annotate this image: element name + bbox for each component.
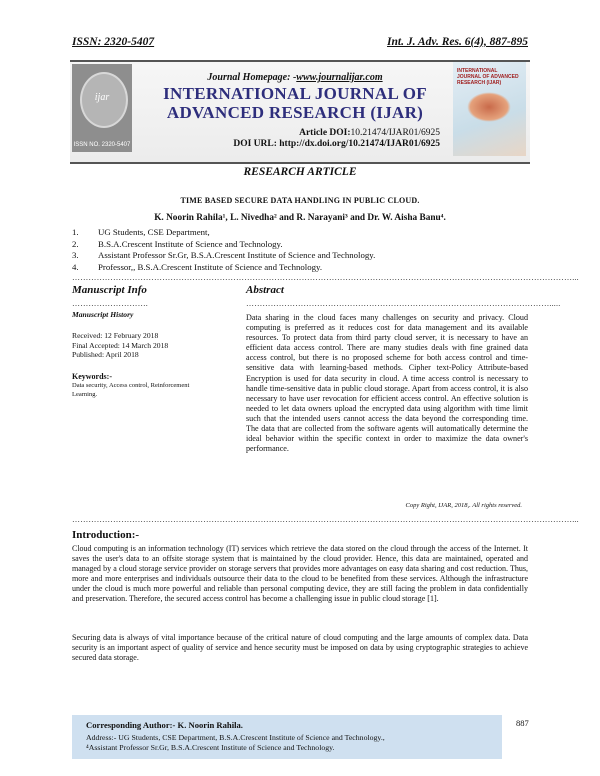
doi-url[interactable]: http://dx.doi.org/10.21474/IJAR01/6925 bbox=[279, 139, 440, 149]
divider: ………………………. bbox=[72, 299, 148, 308]
keywords-label: Keywords:- bbox=[72, 372, 112, 381]
citation-header: Int. J. Adv. Res. 6(4), 887-895 bbox=[387, 36, 528, 48]
introduction-paragraph-2: Securing data is always of vital importance because of the critical nature of cloud computing and the large amounts of complex data. Data security is an important aspect of quality of service and hence security must be imposed on data by using cryptographic strategies to achieve secured data storage. bbox=[72, 633, 528, 663]
address-line-2: ⁴Assistant Professor Sr.Gr, B.S.A.Crescent Institute of Science and Technology. bbox=[86, 743, 335, 752]
abstract-heading: Abstract bbox=[246, 284, 284, 296]
divider: …………………………………………………………………………………………………………………………………………………………………... bbox=[72, 273, 579, 282]
homepage-link[interactable]: www.journalijar.com bbox=[296, 72, 383, 83]
journal-title: INTERNATIONAL JOURNAL OF ADVANCED RESEARCH (IJAR) bbox=[163, 84, 427, 122]
article-doi-label: Article DOI: bbox=[299, 128, 351, 138]
abstract-text: Data sharing in the cloud faces many challenges on security and privacy. Cloud computing is preferred as it reduces cost for data management and its available resources. To protect data from third party cloud server, it is necessary to have an efficient data access control. There are many studies deals with fine grained data access control, but there is no proposed scheme for both access control and time-sensitive data with learning-based methods. Cipher text-Policy Attribute-based Encryption is used for data security in cloud. A time access control is necessary to handle time-sensitive data in public cloud storage. Apart from access control, it is also necessary to have user revocation for efficient access control. An effective solution is needed to let data owners upload the encrypted data using algorithm with time limit such that the intended users cannot access the data beyond the corresponding time. The data that are collected from the software agents will automatically determine the ideal behavior within the specific context in order to maximize the data owner's performance. bbox=[246, 313, 528, 454]
logo-issn: ISSN NO. 2320-5407 bbox=[73, 142, 131, 148]
affiliation-item: 4. Professor,, B.S.A.Crescent Institute of Science and Technology. bbox=[72, 261, 323, 272]
address-line-1: Address:- UG Students, CSE Department, B.S.A.Crescent Institute of Science and Technology., bbox=[86, 733, 385, 742]
journal-logo bbox=[72, 64, 132, 152]
received-date: Received: 12 February 2018 bbox=[72, 331, 159, 340]
divider: …………………………………………………………………………………………………..... bbox=[246, 299, 561, 308]
article-doi: 10.21474/IJAR01/6925 bbox=[350, 128, 440, 138]
author-address bbox=[86, 733, 385, 753]
cover-title: INTERNATIONAL JOURNAL OF ADVANCED RESEARCH (IJAR) bbox=[457, 68, 519, 86]
introduction-heading: Introduction:- bbox=[72, 529, 140, 541]
affiliation-item: 2. B.S.A.Crescent Institute of Science and Technology. bbox=[72, 238, 283, 249]
affiliation-item: 3. Assistant Professor Sr.Gr, B.S.A.Crescent Institute of Science and Technology. bbox=[72, 250, 376, 260]
author-list: K. Noorin Rahila¹, L. Nivedha² and R. Narayani³ and Dr. W. Aisha Banu⁴. bbox=[154, 213, 446, 223]
journal-homepage bbox=[140, 72, 450, 83]
affiliation-item: 1. UG Students, CSE Department, bbox=[72, 227, 210, 237]
affiliation-list bbox=[72, 227, 375, 273]
logo-text: ijar bbox=[94, 92, 110, 103]
page-number: 887 bbox=[516, 718, 529, 728]
copyright-notice: Copy Right, IJAR, 2018,. All rights reserved. bbox=[405, 502, 522, 509]
article-title: TIME BASED SECURE DATA HANDLING IN PUBLIC CLOUD. bbox=[180, 196, 420, 205]
article-type: RESEARCH ARTICLE bbox=[243, 166, 357, 178]
corresponding-author-box bbox=[72, 715, 502, 759]
journal-cover-image bbox=[453, 62, 526, 156]
corresponding-author: Corresponding Author:- K. Noorin Rahila. bbox=[86, 720, 243, 730]
published-date: Published: April 2018 bbox=[72, 350, 139, 359]
keywords: Data security, Access control, Reinforcement Learning. bbox=[72, 382, 190, 398]
accepted-date: Final Accepted: 14 March 2018 bbox=[72, 340, 169, 350]
doi-block bbox=[190, 128, 440, 150]
issn-header: ISSN: 2320-5407 bbox=[72, 36, 155, 48]
homepage-label: Journal Homepage: - bbox=[207, 72, 297, 83]
divider: …………………………………………………………………………………………………………………………………………………………………... bbox=[72, 515, 579, 524]
manuscript-history-label: Manuscript History bbox=[72, 310, 134, 319]
doi-url-label: DOI URL: bbox=[233, 139, 277, 149]
introduction-paragraph-1: Cloud computing is an information technology (IT) services which retrieve the data stored on the cloud through the access of the Internet. It saves the user's data to an offsite storage system that is maintained by the cloud provider. Hence, this data are maintained, operated and managed by a cloud storage service provider on storage servers that provides more advantages on easy data sharing and cost reduction. Thus, more and more enterprises and individuals outsource their data to the cloud to be benefited from these services. Although the infrastructure under the cloud is much more powerful and reliable than personal computing device, they are still facing the problem in data confidentially and preservation. Therefore, the secured access control has become a challenging issue in public cloud storage [1]. bbox=[72, 544, 528, 604]
manuscript-info-heading: Manuscript Info bbox=[72, 284, 147, 296]
manuscript-dates bbox=[72, 331, 222, 360]
